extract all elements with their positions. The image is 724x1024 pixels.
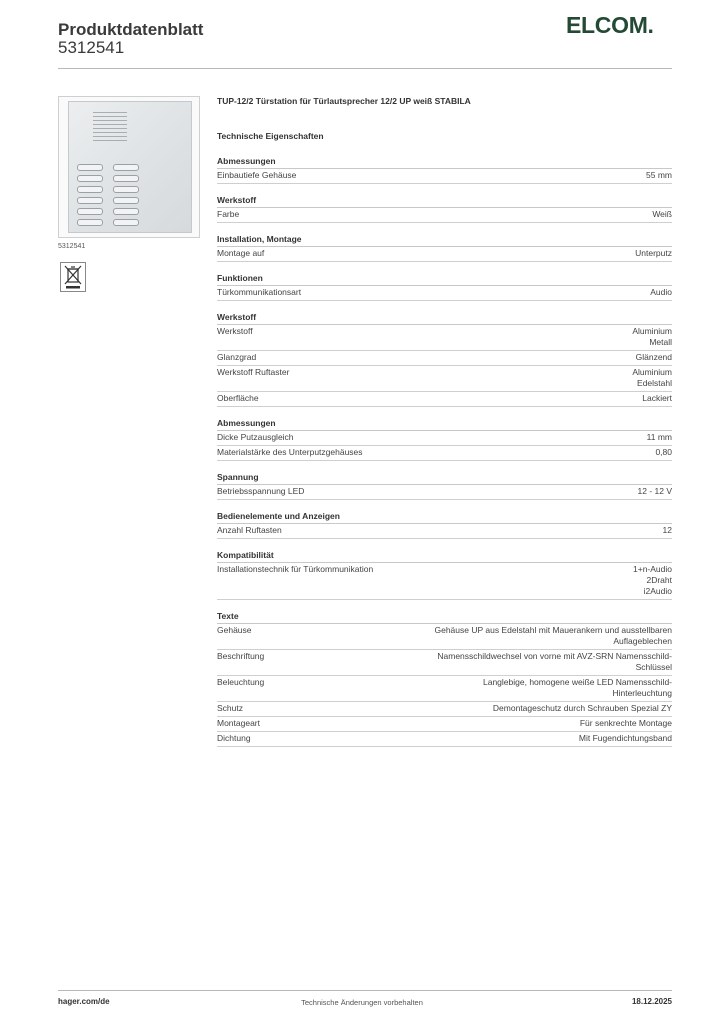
property-label: Farbe [217,209,240,219]
property-row [217,717,672,732]
tech-properties-heading: Technische Eigenschaften [217,131,324,141]
property-label: Montageart [217,718,260,728]
call-button-graphic [77,164,103,171]
property-value-line: Aluminium [632,326,672,336]
property-section [217,511,672,539]
page-title: Produktdatenblatt [58,20,204,39]
property-value [646,170,672,181]
property-label: Einbautiefe Gehäuse [217,170,297,180]
property-value-line: Unterputz [635,248,672,258]
property-value-line: 12 [662,525,672,535]
property-label: Beleuchtung [217,677,265,687]
section-title: Abmessungen [217,156,672,169]
property-value [652,209,672,220]
property-row [217,392,672,407]
property-value-line: Metall [649,337,672,347]
section-title: Installation, Montage [217,234,672,247]
call-button-graphic [113,164,139,171]
property-value [663,525,672,536]
property-row [217,563,672,600]
property-section [217,312,672,407]
image-caption: 5312541 [58,243,86,250]
property-value-line: Namensschildwechsel von vorne mit AVZ-SRN Namensschild- [437,651,672,661]
property-value-line: Aluminium [632,367,672,377]
property-section [217,418,672,461]
property-value-line: Auflageblechen [613,636,672,646]
property-value [483,677,672,699]
property-value [642,393,672,404]
footer-website: hager.com/de [58,997,110,1006]
property-label: Türkommunikationsart [217,287,302,297]
property-row [217,676,672,702]
property-row [217,247,672,262]
property-label: Werkstoff Ruftaster [217,367,290,377]
property-row [217,325,672,351]
property-row [217,446,672,461]
property-value [636,352,672,363]
property-row [217,208,672,223]
footer-date: 18.12.2025 [631,997,672,1006]
section-title: Abmessungen [217,418,672,431]
property-label: Glanzgrad [217,352,257,362]
speaker-grille [93,112,127,144]
property-section [217,550,672,600]
property-section [217,472,672,500]
footer-divider [58,990,672,991]
property-label: Beschriftung [217,651,265,661]
property-label: Schutz [217,703,243,713]
footer-disclaimer: Technische Änderungen vorbehalten [301,998,423,1007]
property-section [217,611,672,747]
property-section [217,273,672,301]
property-value-line: 2Draht [646,575,672,585]
call-button-graphic [77,219,103,226]
property-value-line: 0,80 [655,447,672,457]
door-station-plate [68,101,192,233]
property-value-line: Audio [650,287,672,297]
property-label: Dichtung [217,733,251,743]
property-value [633,564,672,597]
property-value-line: Gehäuse UP aus Edelstahl mit Mauerankern und ausstellbaren [434,625,672,635]
property-row [217,485,672,500]
property-label: Anzahl Ruftasten [217,525,282,535]
property-row [217,351,672,366]
property-row [217,286,672,301]
property-value [635,248,672,259]
property-value-line: 12 - 12 V [637,486,672,496]
property-value-line: Schlüssel [635,662,672,672]
property-label: Betriebsspannung LED [217,486,305,496]
call-button-graphic [77,186,103,193]
property-row [217,650,672,676]
product-title: TUP-12/2 Türstation für Türlautsprecher 12/2 UP weiß STABILA [217,96,471,106]
property-row [217,366,672,392]
section-title: Werkstoff [217,195,672,208]
call-button-graphic [113,208,139,215]
property-row [217,524,672,539]
property-value [647,432,672,443]
call-button-graphic [77,175,103,182]
section-title: Texte [217,611,672,624]
property-value [434,625,672,647]
property-label: Dicke Putzausgleich [217,432,294,442]
property-row [217,624,672,650]
section-title: Spannung [217,472,672,485]
weee-crossed-bin-icon [60,262,86,292]
brand-logo: ELCOM. [566,12,654,38]
call-button-graphic [113,219,139,226]
property-section [217,156,672,184]
section-title: Werkstoff [217,312,672,325]
property-value [638,486,673,497]
property-label: Installationstechnik für Türkommunikation [217,564,374,574]
property-value-line: Langlebige, homogene weiße LED Namensschild- [483,677,672,687]
property-value [655,447,672,458]
property-value-line: Weiß [652,209,672,219]
call-button-graphic [113,175,139,182]
property-label: Montage auf [217,248,265,258]
property-value-line: Mit Fugendichtungsband [578,733,672,743]
property-value-line: Glänzend [635,352,672,362]
product-image [58,96,200,238]
property-value-line: Edelstahl [637,378,672,388]
call-button-graphic [77,197,103,204]
property-value [493,703,672,714]
property-value-line: Für senkrechte Montage [579,718,672,728]
property-sections [217,156,672,758]
property-section [217,195,672,223]
property-row [217,702,672,717]
property-row [217,431,672,446]
property-value [437,651,672,673]
property-value-line: i2Audio [643,586,672,596]
property-value [632,367,672,389]
call-button-graphic [77,208,103,215]
property-value-line: 11 mm [646,432,672,442]
call-button-graphic [113,197,139,204]
property-value-line: Demontageschutz durch Schrauben Spezial ZY [492,703,672,713]
property-row [217,732,672,747]
property-value-line: 55 mm [646,170,672,180]
property-value-line: Lackiert [642,393,672,403]
property-row [217,169,672,184]
property-label: Oberfläche [217,393,259,403]
section-title: Funktionen [217,273,672,286]
header-divider [58,68,672,69]
property-label: Werkstoff [217,326,253,336]
property-value-line: 1+n-Audio [633,564,672,574]
property-value-line: Hinterleuchtung [612,688,672,698]
article-number: 5312541 [58,38,125,57]
property-label: Materialstärke des Unterputzgehäuses [217,447,363,457]
property-label: Gehäuse [217,625,252,635]
property-value [632,326,672,348]
property-value [579,733,672,744]
property-value [650,287,672,298]
call-button-graphic [113,186,139,193]
section-title: Bedienelemente und Anzeigen [217,511,672,524]
property-value [580,718,672,729]
section-title: Kompatibilität [217,550,672,563]
property-section [217,234,672,262]
